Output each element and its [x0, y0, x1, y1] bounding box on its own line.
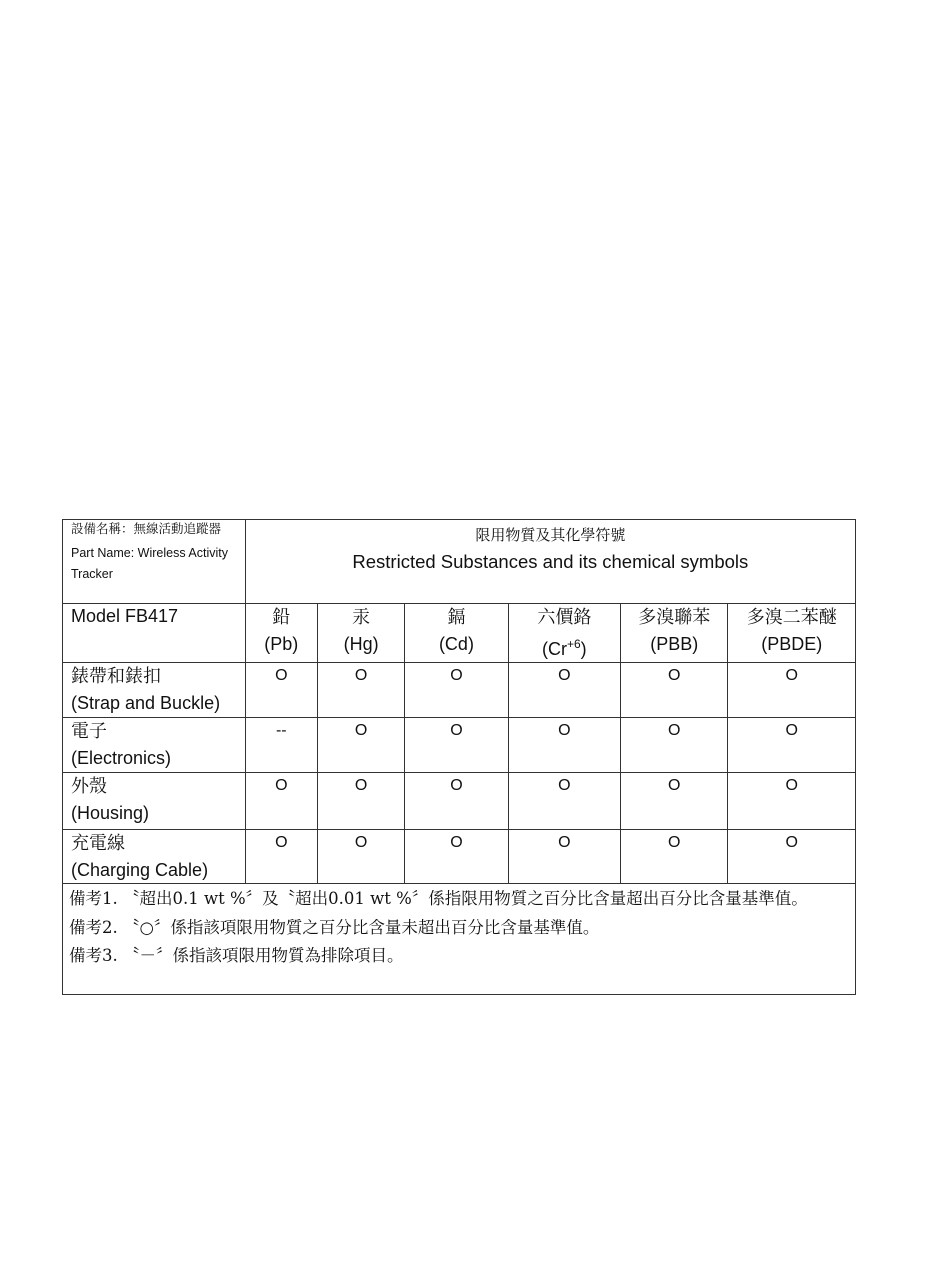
value-cell: -- — [245, 718, 317, 773]
value-cell: O — [405, 773, 508, 830]
value-cell: O — [508, 718, 620, 773]
table-row — [63, 773, 856, 830]
value-cell: O — [508, 830, 620, 884]
header-row — [63, 520, 856, 604]
symbol-base: (Cr — [541, 639, 567, 659]
value-cell: O — [317, 663, 404, 718]
title-zh: 限用物質及其化學符號 — [475, 526, 626, 544]
part-cell — [63, 830, 246, 884]
value-cell: O — [317, 830, 404, 884]
note-2: 備考2. 〝○〞係指該項限用物質之百分比含量未超出百分比含量基準值。 — [69, 918, 600, 937]
title-en: Restricted Substances and its chemical symbols — [352, 551, 749, 572]
part-name-cell — [63, 520, 246, 604]
table-row — [63, 663, 856, 718]
part-name-en: Part Name: Wireless Activity Tracker — [71, 546, 228, 581]
substance-zh: 鎘 — [447, 607, 466, 628]
part-en: (Housing) — [71, 803, 150, 823]
title-cell — [245, 520, 855, 604]
substance-symbol: (PBB) — [650, 634, 699, 654]
value-cell: O — [245, 830, 317, 884]
substance-zh: 鉛 — [272, 607, 291, 628]
part-zh: 外殼 — [71, 776, 107, 797]
part-en: (Electronics) — [71, 748, 172, 768]
substance-header — [508, 604, 620, 663]
part-cell — [63, 663, 246, 718]
value-cell: O — [405, 830, 508, 884]
substance-header — [728, 604, 856, 663]
value-cell: O — [508, 773, 620, 830]
part-zh: 錶帶和錶扣 — [71, 666, 161, 687]
substance-zh: 多溴二苯醚 — [746, 607, 837, 628]
table-row — [63, 830, 856, 884]
substance-zh: 六價鉻 — [537, 607, 592, 628]
part-cell — [63, 773, 246, 830]
value-cell: O — [405, 718, 508, 773]
device-name-zh: 設備名稱：無線活動追蹤器 — [71, 522, 222, 536]
symbol-close: ) — [580, 639, 587, 659]
part-cell — [63, 718, 246, 773]
value-cell: O — [245, 773, 317, 830]
value-cell: O — [245, 663, 317, 718]
value-cell: O — [621, 663, 728, 718]
substance-zh: 汞 — [352, 607, 371, 628]
substance-symbol — [509, 631, 620, 662]
substance-symbol: (Pb) — [264, 634, 299, 654]
value-cell: O — [621, 718, 728, 773]
value-cell: O — [728, 773, 856, 830]
part-en: (Charging Cable) — [71, 860, 209, 880]
value-cell: O — [728, 830, 856, 884]
part-en: (Strap and Buckle) — [71, 693, 221, 713]
notes-cell — [63, 884, 856, 995]
model-label: Model FB417 — [63, 604, 246, 663]
symbol-superscript: +6 — [566, 637, 581, 651]
substance-symbol: (Cd) — [438, 634, 474, 654]
substance-zh: 多溴聯苯 — [638, 607, 711, 628]
value-cell: O — [317, 773, 404, 830]
value-cell: O — [621, 773, 728, 830]
value-cell: O — [405, 663, 508, 718]
substance-header — [405, 604, 508, 663]
value-cell: O — [508, 663, 620, 718]
substance-symbol: (PBDE) — [761, 634, 823, 654]
value-cell: O — [317, 718, 404, 773]
substance-symbol: (Hg) — [343, 634, 379, 654]
restricted-substances-table — [62, 519, 856, 995]
value-cell: O — [728, 663, 856, 718]
table-row — [63, 718, 856, 773]
substance-header-row — [63, 604, 856, 663]
substance-header — [245, 604, 317, 663]
value-cell: O — [728, 718, 856, 773]
substance-header — [317, 604, 404, 663]
part-zh: 充電線 — [71, 833, 125, 854]
substance-header — [621, 604, 728, 663]
note-1: 備考1. 〝超出0.1 wt %〞及〝超出0.01 wt %〞係指限用物質之百分比含量超出百分比含量基準值。 — [69, 889, 808, 908]
notes-row — [63, 884, 856, 995]
part-zh: 電子 — [71, 721, 107, 742]
note-3: 備考3. 〝－〞係指該項限用物質為排除項目。 — [69, 946, 404, 965]
value-cell: O — [621, 830, 728, 884]
